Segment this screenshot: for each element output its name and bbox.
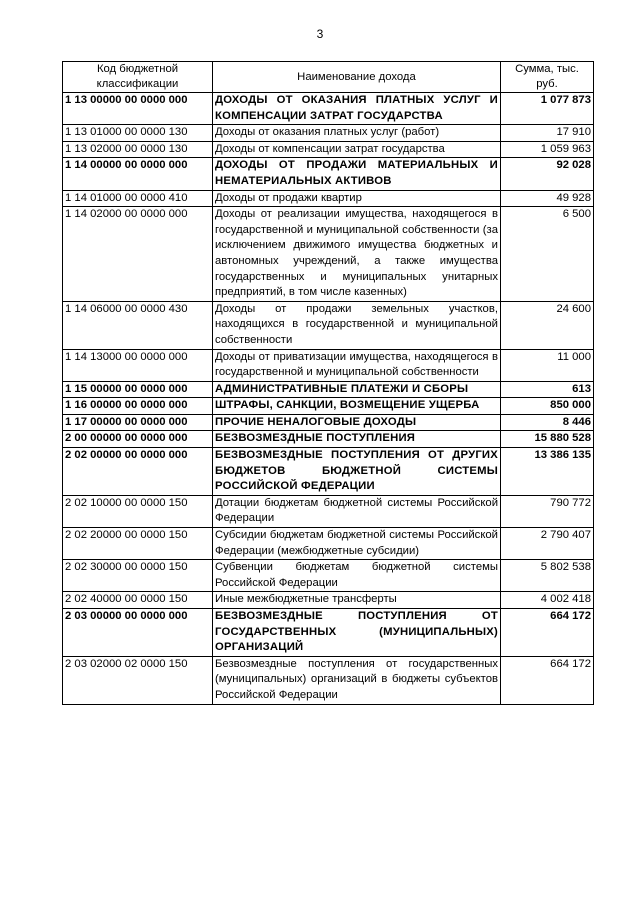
table-row — [63, 398, 594, 415]
row-name: Безвозмездные поступления от государственных (муниципальных) организаций в бюджеты субъектов Российской Федерации — [213, 656, 501, 704]
row-code: 1 17 00000 00 0000 000 — [63, 414, 213, 431]
row-name: Доходы от продажи земельных участков, находящихся в государственной и муниципальной собственности — [213, 301, 501, 349]
row-sum: 49 928 — [501, 190, 594, 207]
row-name: ПРОЧИЕ НЕНАЛОГОВЫЕ ДОХОДЫ — [213, 414, 501, 431]
row-name: БЕЗВОЗМЕЗДНЫЕ ПОСТУПЛЕНИЯ ОТ ДРУГИХ БЮДЖЕТОВ БЮДЖЕТНОЙ СИСТЕМЫ РОССИЙСКОЙ ФЕДЕРАЦИИ — [213, 448, 501, 496]
row-code: 1 13 00000 00 0000 000 — [63, 93, 213, 125]
row-name: АДМИНИСТРАТИВНЫЕ ПЛАТЕЖИ И СБОРЫ — [213, 381, 501, 398]
row-name: ШТРАФЫ, САНКЦИИ, ВОЗМЕЩЕНИЕ УЩЕРБА — [213, 398, 501, 415]
row-code: 1 14 00000 00 0000 000 — [63, 158, 213, 190]
table-row — [63, 431, 594, 448]
header-code: Код бюджетной классификации — [63, 62, 213, 93]
table-row — [63, 448, 594, 496]
table-row — [63, 141, 594, 158]
row-code: 1 16 00000 00 0000 000 — [63, 398, 213, 415]
table-row — [63, 301, 594, 349]
table-row — [63, 592, 594, 609]
revenue-table — [62, 61, 594, 705]
row-name: Доходы от приватизации имущества, находящегося в государственной и муниципальной собственности — [213, 349, 501, 381]
row-name: Субвенции бюджетам бюджетной системы Российской Федерации — [213, 560, 501, 592]
row-sum: 1 077 873 — [501, 93, 594, 125]
row-code: 2 00 00000 00 0000 000 — [63, 431, 213, 448]
row-sum: 8 446 — [501, 414, 594, 431]
row-sum: 92 028 — [501, 158, 594, 190]
row-name: ДОХОДЫ ОТ ОКАЗАНИЯ ПЛАТНЫХ УСЛУГ И КОМПЕНСАЦИИ ЗАТРАТ ГОСУДАРСТВА — [213, 93, 501, 125]
row-code: 2 02 30000 00 0000 150 — [63, 560, 213, 592]
row-name: БЕЗВОЗМЕЗДНЫЕ ПОСТУПЛЕНИЯ — [213, 431, 501, 448]
table-row — [63, 414, 594, 431]
row-name: Иные межбюджетные трансферты — [213, 592, 501, 609]
row-code: 1 14 02000 00 0000 000 — [63, 207, 213, 302]
row-code: 1 14 06000 00 0000 430 — [63, 301, 213, 349]
row-sum: 664 172 — [501, 656, 594, 704]
row-name: ДОХОДЫ ОТ ПРОДАЖИ МАТЕРИАЛЬНЫХ И НЕМАТЕРИАЛЬНЫХ АКТИВОВ — [213, 158, 501, 190]
row-sum: 13 386 135 — [501, 448, 594, 496]
row-code: 2 02 20000 00 0000 150 — [63, 528, 213, 560]
row-name: Доходы от продажи квартир — [213, 190, 501, 207]
row-sum: 6 500 — [501, 207, 594, 302]
page-number: 3 — [316, 27, 324, 41]
table-row — [63, 207, 594, 302]
row-sum: 4 002 418 — [501, 592, 594, 609]
row-sum: 5 802 538 — [501, 560, 594, 592]
row-code: 2 02 00000 00 0000 000 — [63, 448, 213, 496]
row-code: 1 13 02000 00 0000 130 — [63, 141, 213, 158]
table-body — [63, 93, 594, 705]
row-code: 1 15 00000 00 0000 000 — [63, 381, 213, 398]
table-row — [63, 349, 594, 381]
row-name: Дотации бюджетам бюджетной системы Российской Федерации — [213, 495, 501, 527]
table-row — [63, 381, 594, 398]
row-sum: 664 172 — [501, 609, 594, 657]
row-sum: 1 059 963 — [501, 141, 594, 158]
table-row — [63, 93, 594, 125]
table-row — [63, 609, 594, 657]
table-row — [63, 528, 594, 560]
header-sum: Сумма, тыс. руб. — [501, 62, 594, 93]
row-code: 1 13 01000 00 0000 130 — [63, 125, 213, 142]
row-name: Субсидии бюджетам бюджетной системы Российской Федерации (межбюджетные субсидии) — [213, 528, 501, 560]
row-sum: 17 910 — [501, 125, 594, 142]
row-name: Доходы от оказания платных услуг (работ) — [213, 125, 501, 142]
row-name: Доходы от реализации имущества, находящегося в государственной и муниципальной собственности (за исключением движимого имущества бюджетных и автономных учреждений, а также имущества государственных и муниципальных унитарных предприятий, в том числе казенных) — [213, 207, 501, 302]
row-code: 2 02 40000 00 0000 150 — [63, 592, 213, 609]
row-sum: 15 880 528 — [501, 431, 594, 448]
row-code: 2 02 10000 00 0000 150 — [63, 495, 213, 527]
table-header-row — [63, 62, 594, 93]
row-code: 2 03 02000 02 0000 150 — [63, 656, 213, 704]
row-code: 2 03 00000 00 0000 000 — [63, 609, 213, 657]
table-row — [63, 495, 594, 527]
row-name: БЕЗВОЗМЕЗДНЫЕ ПОСТУПЛЕНИЯ ОТ ГОСУДАРСТВЕННЫХ (МУНИЦИПАЛЬНЫХ) ОРГАНИЗАЦИЙ — [213, 609, 501, 657]
header-name: Наименование дохода — [213, 62, 501, 93]
row-code: 1 14 13000 00 0000 000 — [63, 349, 213, 381]
table-row — [63, 125, 594, 142]
row-sum: 613 — [501, 381, 594, 398]
row-name: Доходы от компенсации затрат государства — [213, 141, 501, 158]
row-sum: 2 790 407 — [501, 528, 594, 560]
table-row — [63, 560, 594, 592]
row-code: 1 14 01000 00 0000 410 — [63, 190, 213, 207]
table-row — [63, 190, 594, 207]
table-row — [63, 158, 594, 190]
row-sum: 11 000 — [501, 349, 594, 381]
table-row — [63, 656, 594, 704]
row-sum: 24 600 — [501, 301, 594, 349]
row-sum: 790 772 — [501, 495, 594, 527]
row-sum: 850 000 — [501, 398, 594, 415]
